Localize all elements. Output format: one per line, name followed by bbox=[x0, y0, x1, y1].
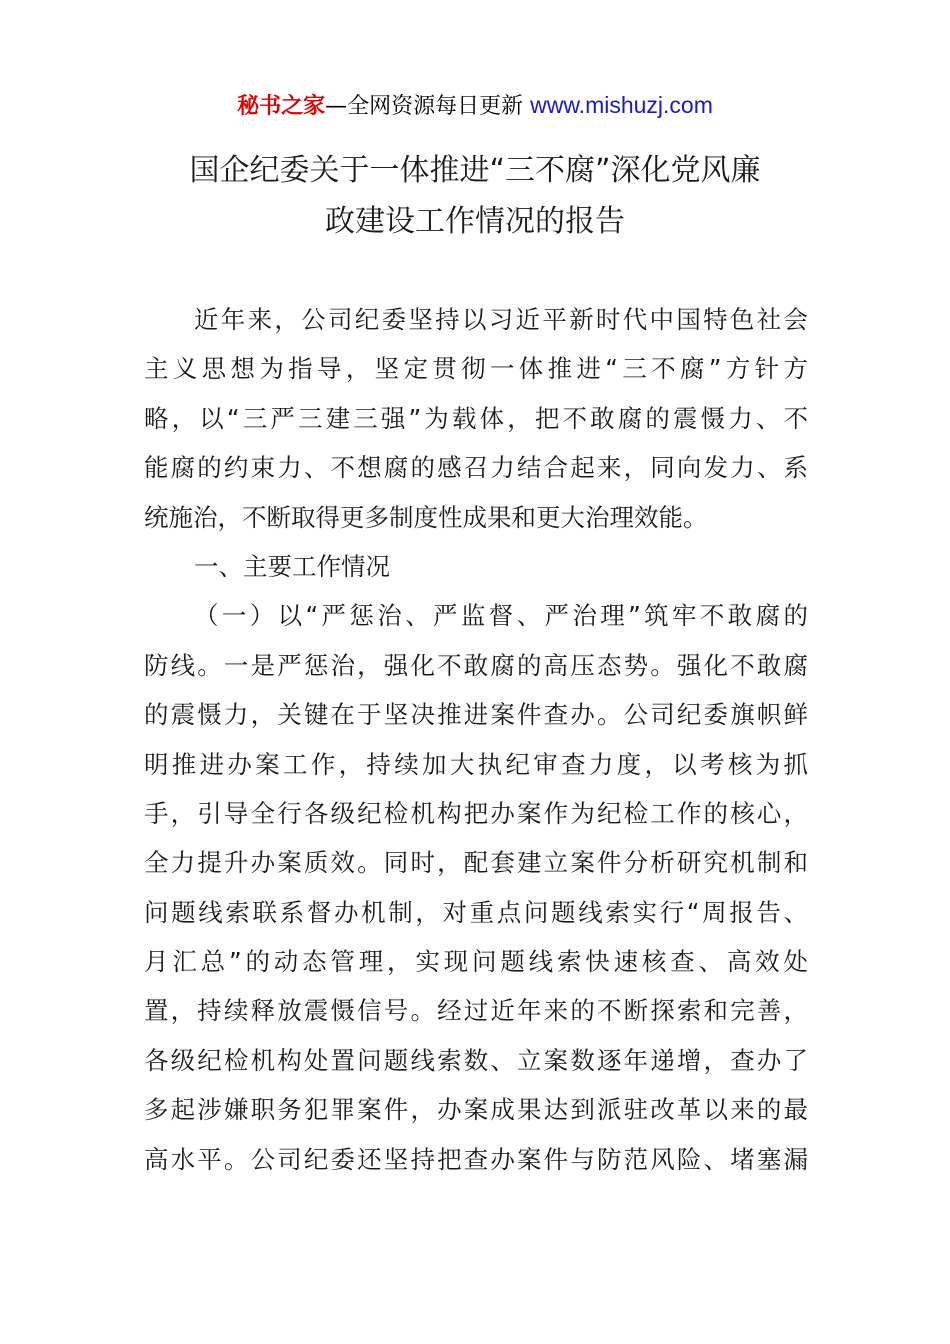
header-slogan: —全网资源每日更新 bbox=[325, 94, 531, 119]
body-line: 能腐的约束力、不想腐的感召力结合起来，同向发力、系 bbox=[144, 453, 808, 483]
body-line: 主义思想为指导，坚定贯彻一体推进“三不腐”方针方 bbox=[144, 354, 808, 384]
body-line: 明推进办案工作，持续加大执纪审查力度，以考核为抓 bbox=[144, 749, 808, 779]
body-line: 高水平。公司纪委还坚持把查办案件与防范风险、堵塞漏 bbox=[144, 1144, 808, 1174]
body-line: （一）以“严惩治、严监督、严治理”筑牢不敢腐的 bbox=[194, 601, 808, 631]
title-line-1: 国企纪委关于一体推进“三不腐”深化党风廉 bbox=[189, 153, 761, 188]
body-line: 近年来，公司纪委坚持以习近平新时代中国特色社会 bbox=[194, 305, 808, 334]
document-title bbox=[80, 145, 870, 247]
brand-name: 秘书之家 bbox=[237, 94, 326, 119]
section-heading: 一、主要工作情况 bbox=[194, 551, 390, 581]
body-line: 多起涉嫌职务犯罪案件，办案成果达到派驻改革以来的最 bbox=[144, 1095, 808, 1125]
site-header bbox=[0, 88, 950, 124]
site-url-link[interactable]: www.mishuzj.com bbox=[530, 92, 713, 118]
body-line: 防线。一是严惩治，强化不敢腐的高压态势。强化不敢腐 bbox=[144, 650, 808, 680]
body-line: 全力提升办案质效。同时，配套建立案件分析研究机制和 bbox=[144, 848, 808, 878]
body-line: 统施治，不断取得更多制度性成果和更大治理效能。 bbox=[144, 502, 708, 532]
body-line: 月汇总”的动态管理，实现问题线索快速核查、高效处 bbox=[144, 947, 808, 977]
body-line: 问题线索联系督办机制，对重点问题线索实行“周报告、 bbox=[144, 897, 808, 927]
body-line: 各级纪检机构处置问题线索数、立案数逐年递增，查办了 bbox=[144, 1045, 808, 1075]
body-line: 的震慑力，关键在于坚决推进案件查办。公司纪委旗帜鲜 bbox=[144, 700, 808, 730]
title-line-2: 政建设工作情况的报告 bbox=[325, 204, 625, 239]
body-line: 手，引导全行各级纪检机构把办案作为纪检工作的核心， bbox=[144, 798, 808, 828]
body-line: 略，以“三严三建三强”为载体，把不敢腐的震慑力、不 bbox=[144, 403, 808, 433]
body-line: 置，持续释放震慑信号。经过近年来的不断探索和完善， bbox=[144, 996, 808, 1026]
document-body bbox=[144, 295, 808, 1184]
